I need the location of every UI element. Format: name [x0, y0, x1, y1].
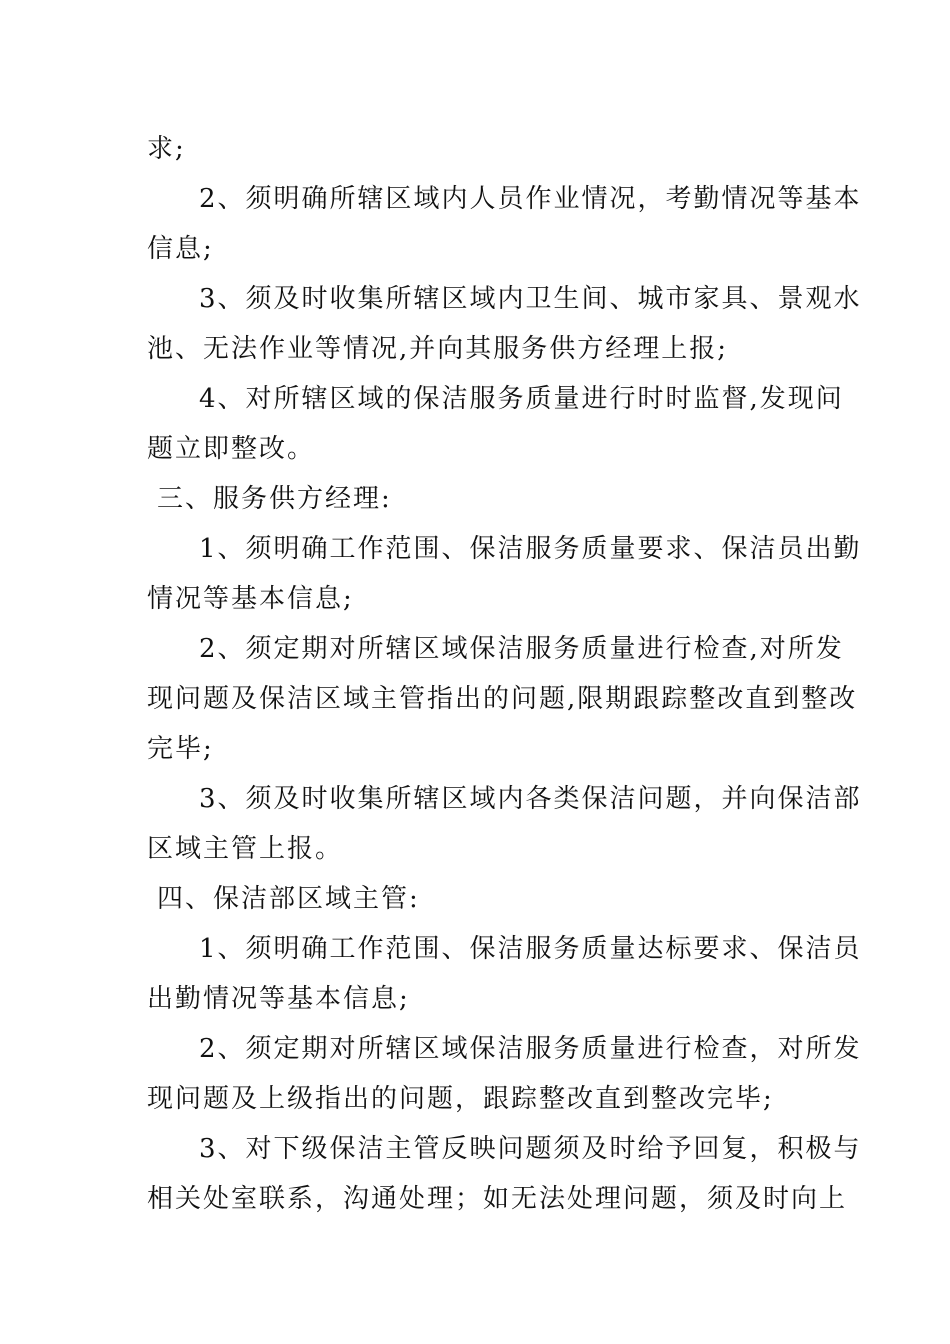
body-line-continuation: 现问题及保洁区域主管指出的问题,限期跟踪整改直到整改	[147, 684, 858, 714]
body-line-item: 4、对所辖区域的保洁服务质量进行时时监督,发现问	[199, 384, 844, 414]
body-line-continuation: 求;	[147, 134, 186, 164]
body-line-continuation: 池、无法作业等情况,并向其服务供方经理上报;	[147, 334, 729, 364]
section-heading: 四、保洁部区域主管:	[157, 884, 420, 914]
body-line-continuation: 区域主管上报。	[147, 834, 344, 864]
section-heading: 三、服务供方经理:	[157, 484, 392, 514]
body-line-item: 3、须及时收集所辖区域内各类保洁问题，并向保洁部	[199, 784, 862, 814]
body-line-continuation: 完毕;	[147, 734, 214, 764]
document-body	[147, 124, 862, 1224]
body-line-continuation: 出勤情况等基本信息;	[147, 984, 410, 1014]
body-line-item: 3、对下级保洁主管反映问题须及时给予回复，积极与	[199, 1134, 862, 1164]
body-line-item: 1、须明确工作范围、保洁服务质量要求、保洁员出勤	[199, 534, 862, 564]
body-line-item: 2、须定期对所辖区域保洁服务质量进行检查,对所发	[199, 634, 844, 664]
body-line-continuation: 情况等基本信息;	[147, 584, 354, 614]
body-line-item: 2、须明确所辖区域内人员作业情况，考勤情况等基本	[199, 184, 862, 214]
body-line-continuation: 题立即整改。	[147, 434, 316, 464]
body-line-item: 2、须定期对所辖区域保洁服务质量进行检查，对所发	[199, 1034, 862, 1064]
body-line-continuation: 相关处室联系，沟通处理；如无法处理问题，须及时向上	[147, 1184, 848, 1214]
body-line-item: 1、须明确工作范围、保洁服务质量达标要求、保洁员	[199, 934, 862, 964]
body-line-continuation: 现问题及上级指出的问题，跟踪整改直到整改完毕;	[147, 1084, 774, 1114]
body-line-continuation: 信息;	[147, 234, 214, 264]
body-line-item: 3、须及时收集所辖区域内卫生间、城市家具、景观水	[199, 284, 862, 314]
